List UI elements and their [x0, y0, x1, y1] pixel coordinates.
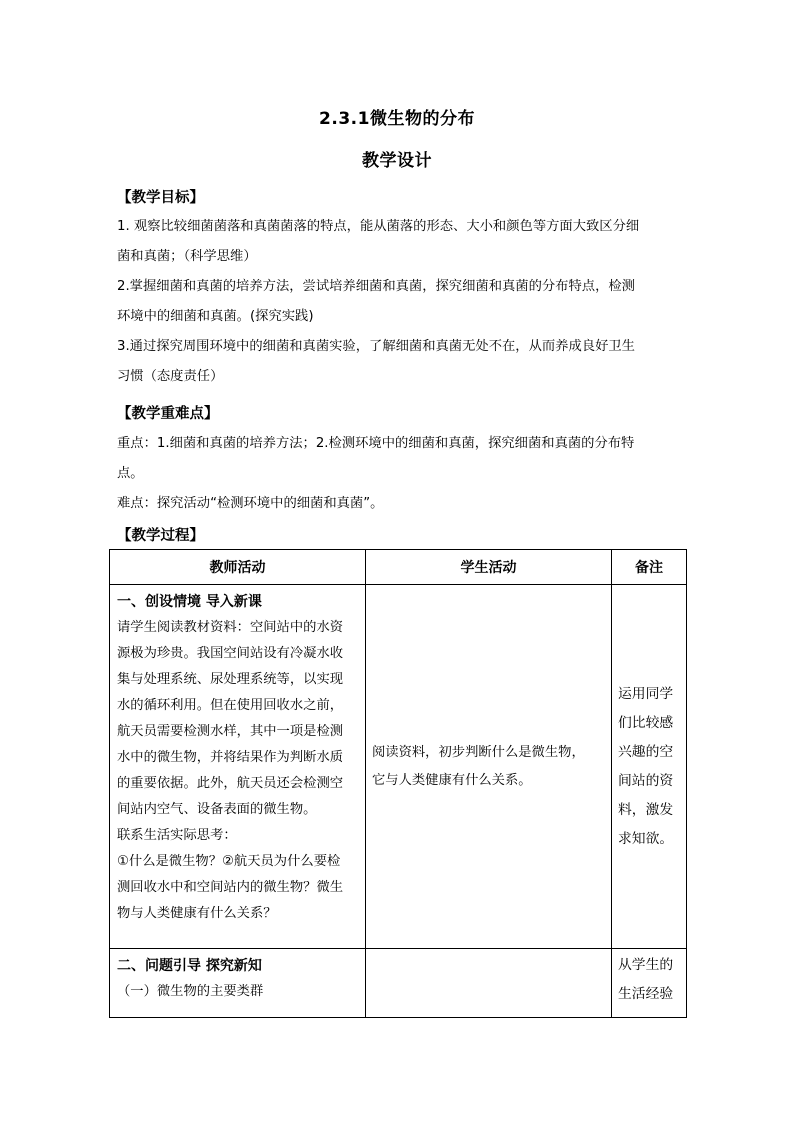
column-header-student: 学生活动: [366, 550, 612, 585]
student-activity-cell: [366, 949, 612, 1018]
teacher-line: 物与人类健康有什么关系？: [117, 906, 277, 921]
teacher-line: 联系生活实际思考：: [117, 828, 237, 843]
note-line: 们比较感: [618, 714, 674, 731]
teacher-line: 的重要依据。此外，航天员还会检测空: [117, 776, 344, 791]
teacher-line: 集与处理系统、尿处理系统等，以实现: [117, 672, 344, 687]
objective-line: 菌和真菌；（科学思维）: [117, 249, 257, 264]
objectives-heading: 【教学目标】: [117, 190, 204, 206]
document-title: 2.3.1微生物的分布: [319, 109, 475, 129]
column-header-teacher: 教师活动: [110, 550, 366, 585]
note-line: 兴趣的空: [618, 743, 674, 760]
keypoints-text: [117, 429, 677, 519]
column-header-notes: 备注: [612, 550, 687, 585]
table-row: [110, 949, 687, 1018]
student-line: 它与人类健康有什么关系。: [372, 772, 532, 788]
teacher-line: （一）微生物的主要类群: [117, 984, 264, 999]
note-line: 生活经验: [618, 986, 674, 1002]
keypoint-line: 重点：1.细菌和真菌的培养方法；2.检测环境中的细菌和真菌，探究细菌和真菌的分布特: [117, 436, 635, 451]
student-activity-cell: [366, 585, 612, 949]
teacher-activity-cell: [110, 585, 366, 949]
note-line: 从学生的: [618, 957, 674, 973]
note-line: 料，激发: [618, 801, 674, 818]
notes-cell: [612, 949, 687, 1018]
stage-heading: 二、问题引导 探究新知: [117, 958, 262, 974]
table-row: [110, 585, 687, 949]
note-line: 运用同学: [618, 685, 674, 702]
teacher-line: 水的循环利用。但在使用回收水之前，: [117, 698, 344, 713]
note-line: 求知欲。: [618, 830, 674, 847]
keypoint-line: 点。: [117, 466, 144, 481]
objective-line: 2.掌握细菌和真菌的培养方法，尝试培养细菌和真菌，探究细菌和真菌的分布特点，检测: [117, 279, 635, 294]
process-heading: 【教学过程】: [117, 528, 204, 544]
teacher-line: 源极为珍贵。我国空间站设有冷凝水收: [117, 646, 344, 661]
teacher-line: 测回收水中和空间站内的微生物？微生: [117, 880, 344, 895]
process-table: [109, 549, 687, 1018]
notes-cell: [612, 585, 687, 949]
teacher-activity-cell: [110, 949, 366, 1018]
teacher-line: 航天员需要检测水样，其中一项是检测: [117, 724, 344, 739]
stage-heading: 一、创设情境 导入新课: [117, 594, 262, 610]
objective-line: 3.通过探究周围环境中的细菌和真菌实验，了解细菌和真菌无处不在，从而养成良好卫生: [117, 339, 635, 354]
student-line: 阅读资料，初步判断什么是微生物，: [372, 744, 585, 760]
teacher-line: 间站内空气、设备表面的微生物。: [117, 802, 317, 817]
teacher-line: 请学生阅读教材资料：空间站中的水资: [117, 620, 344, 635]
keypoint-line: 难点：探究活动“检测环境中的细菌和真菌”。: [117, 496, 384, 511]
teacher-line: 水中的微生物，并将结果作为判断水质: [117, 750, 344, 765]
keypoints-heading: 【教学重难点】: [117, 406, 219, 422]
document-subtitle: 教学设计: [362, 151, 432, 171]
table-header-row: [110, 550, 687, 585]
objective-line: 1. 观察比较细菌菌落和真菌菌落的特点，能从菌落的形态、大小和颜色等方面大致区分细: [117, 219, 640, 234]
objective-line: 环境中的细菌和真菌。(探究实践): [117, 309, 314, 324]
teacher-line: ①什么是微生物？②航天员为什么要检: [117, 854, 341, 869]
objective-line: 习惯（态度责任）: [117, 369, 224, 384]
objectives-text: [117, 212, 677, 392]
note-line: 间站的资: [618, 772, 674, 789]
